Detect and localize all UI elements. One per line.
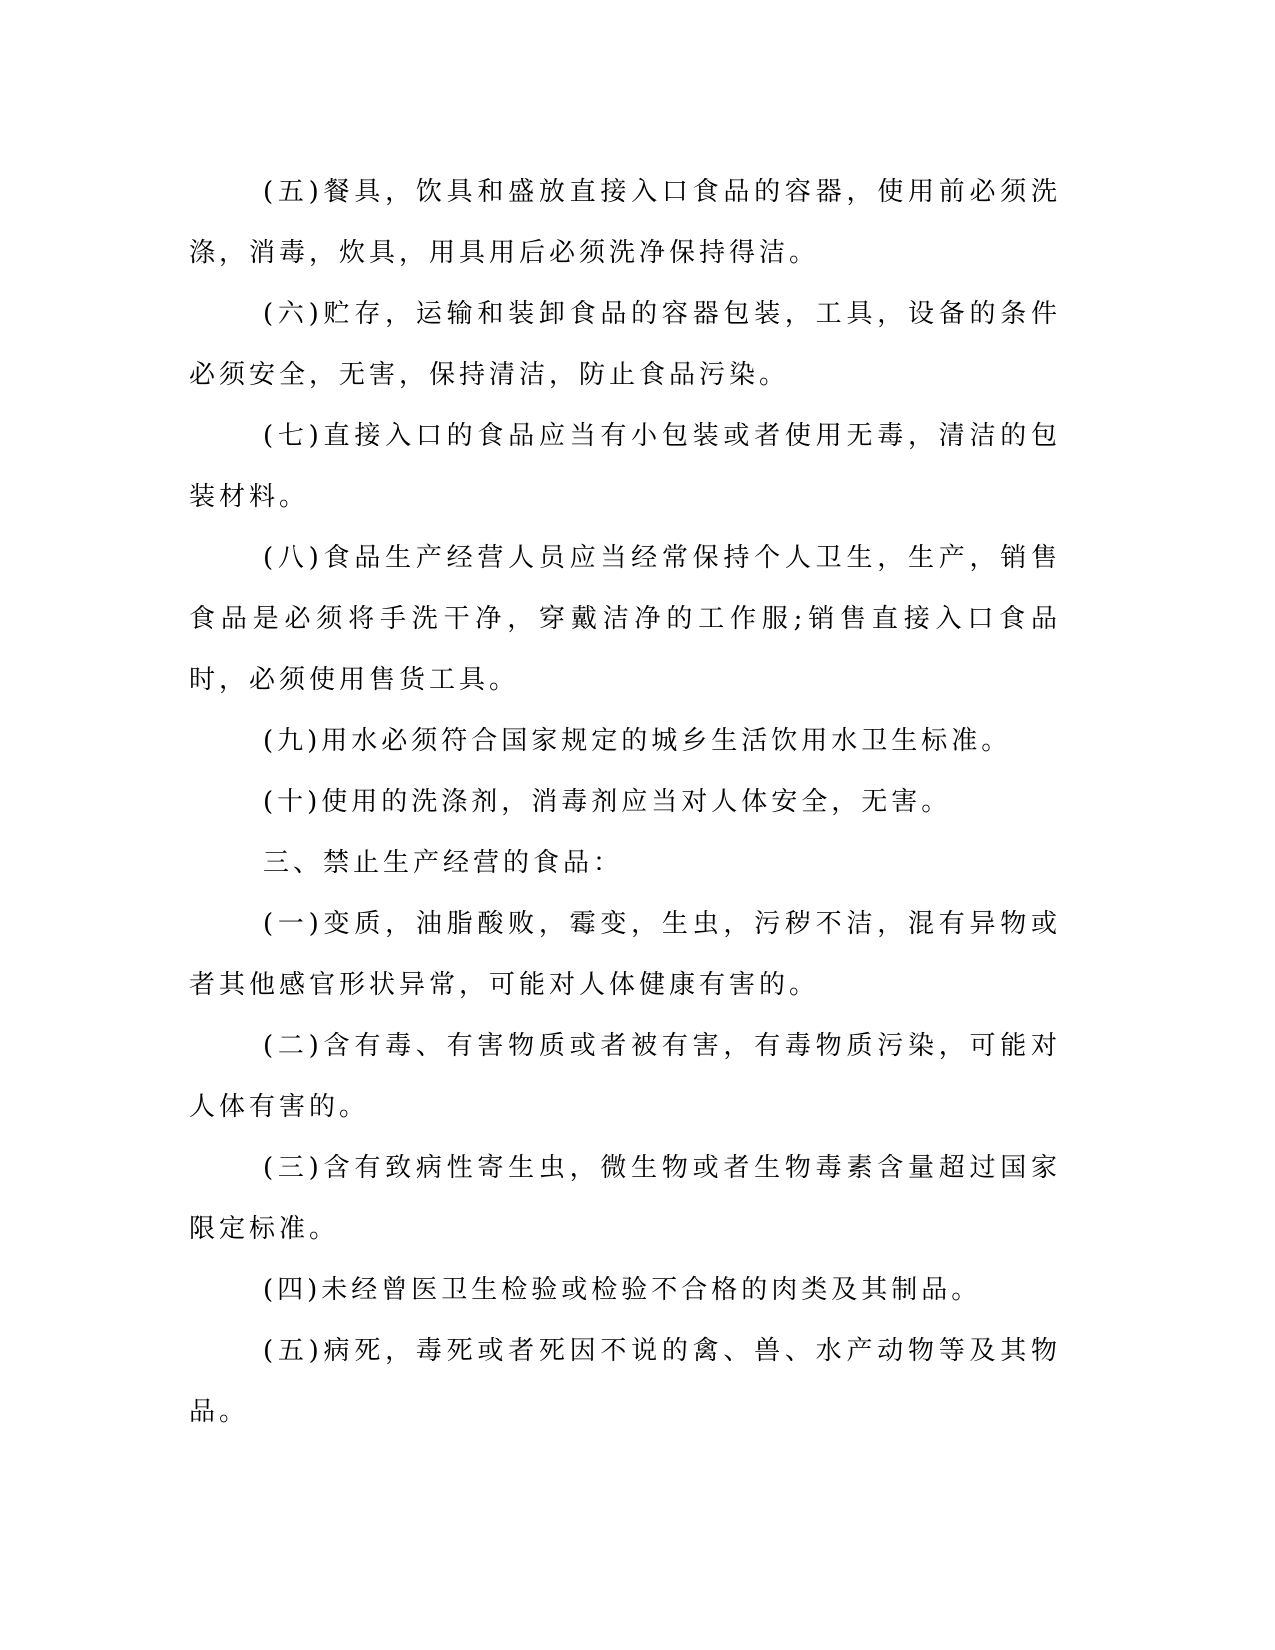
paragraph-item-5-tableware: (五)餐具，饮具和盛放直接入口食品的容器，使用前必须洗涤，消毒，炊具，用具用后必须洗净保持得洁。 (189, 177, 1061, 268)
document-body (189, 162, 1061, 1443)
paragraph-item-6-storage: (六)贮存，运输和装卸食品的容器包装，工具，设备的条件必须安全，无害，保持清洁，防止食品污染。 (189, 299, 1061, 390)
paragraph-prohibited-4-meat: (四)未经曾医卫生检验或检验不合格的肉类及其制品。 (263, 1275, 982, 1305)
paragraph-prohibited-1-spoiled: (一)变质，油脂酸败，霉变，生虫，污秽不洁，混有异物或者其他感官形状异常，可能对人体健康有害的。 (189, 909, 1061, 1000)
paragraph-item-8-personnel: (八)食品生产经营人员应当经常保持个人卫生，生产，销售食品是必须将手洗干净，穿戴洁净的工作服;销售直接入口食品时，必须使用售货工具。 (189, 543, 1061, 695)
paragraph-item-10-detergent: (十)使用的洗涤剂，消毒剂应当对人体安全，无害。 (263, 787, 952, 817)
paragraph-prohibited-2-toxic: (二)含有毒、有害物质或者被有害，有毒物质污染，可能对人体有害的。 (189, 1031, 1061, 1122)
paragraph-item-7-packaging: (七)直接入口的食品应当有小包装或者使用无毒，清洁的包装材料。 (189, 421, 1061, 512)
paragraph-prohibited-5-diseased: (五)病死，毒死或者死因不说的禽、兽、水产动物等及其物品。 (189, 1336, 1061, 1427)
paragraph-prohibited-3-parasites: (三)含有致病性寄生虫，微生物或者生物毒素含量超过国家限定标准。 (189, 1153, 1061, 1244)
paragraph-item-9-water: (九)用水必须符合国家规定的城乡生活饮用水卫生标准。 (263, 726, 1012, 756)
section-heading-prohibited-foods: 三、禁止生产经营的食品： (263, 848, 624, 878)
